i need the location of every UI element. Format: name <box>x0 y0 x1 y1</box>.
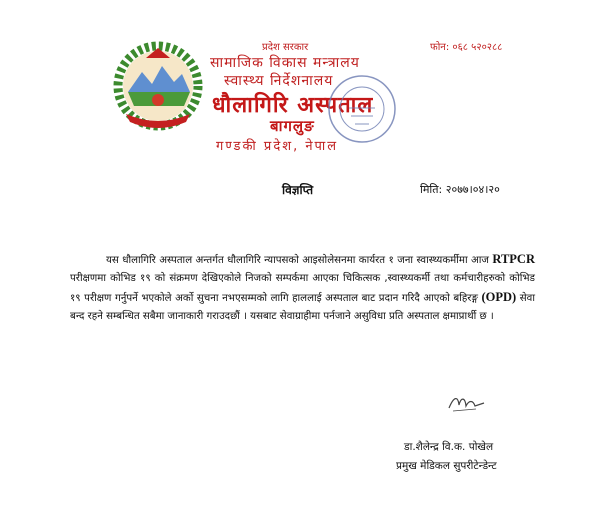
notice-date: मिति: २०७७।०४।२० <box>420 183 500 196</box>
government-label: प्रदेश सरकार <box>262 42 309 53</box>
body-part-2: परीक्षणमा कोभिड १९ को संक्रमण देखिएकोले निजको सम्पर्कमा आएका चिकित्सक ,स्वास्थ्यकर्मी तथा कर्मचारीहरुको कोभिड १९ परीक्षण गर्नुपर्ने भएकोले अर्को सुचना नभएसम्मको लागि हाललाई अस्पताल बाट प्रदान गरिदै आएको बहिरङ्ग <box>70 273 535 304</box>
signatory-name: डा.शैलेन्द्र वि.क. पोखेल <box>404 441 494 453</box>
ministry-name: सामाजिक विकास मन्त्रालय <box>210 55 360 71</box>
notice-body <box>70 250 535 326</box>
letterhead <box>0 0 600 170</box>
district-name: बागलुङ <box>270 117 315 135</box>
round-stamp-icon <box>325 72 399 146</box>
rtpcr-term: RTPCR <box>492 252 535 266</box>
hospital-name: धौलागिरि अस्पताल <box>212 93 374 118</box>
body-part-3: सेवा बन्द रहने सम्बन्धित सबैमा जानाकारी गराउदछौं । यसबाट सेवाग्राहीमा पर्नजाने असुविधा प्रति अस्पताल क्षमाप्रार्थी छ । <box>70 293 535 322</box>
opd-term: (OPD) <box>481 290 517 304</box>
signature-icon <box>446 392 488 414</box>
signatory-title: प्रमुख मेडिकल सुपरीटेन्डेन्ट <box>396 460 497 472</box>
body-part-1: यस धौलागिरि अस्पताल अन्तर्गत धौलागिरि न्यापसको आइसोलेसनमा कार्यरत १ जना स्वास्थ्यकर्मीमा आज <box>106 255 489 266</box>
province-name: गण्डकी प्रदेश, नेपाल <box>216 139 339 154</box>
notice-title: विज्ञप्ति <box>282 183 314 197</box>
directorate-name: स्वास्थ्य निर्देशनालय <box>224 73 334 89</box>
phone-number: फोन: ०६८ ५२०२८८ <box>430 42 503 53</box>
nepal-emblem-icon <box>112 40 204 132</box>
